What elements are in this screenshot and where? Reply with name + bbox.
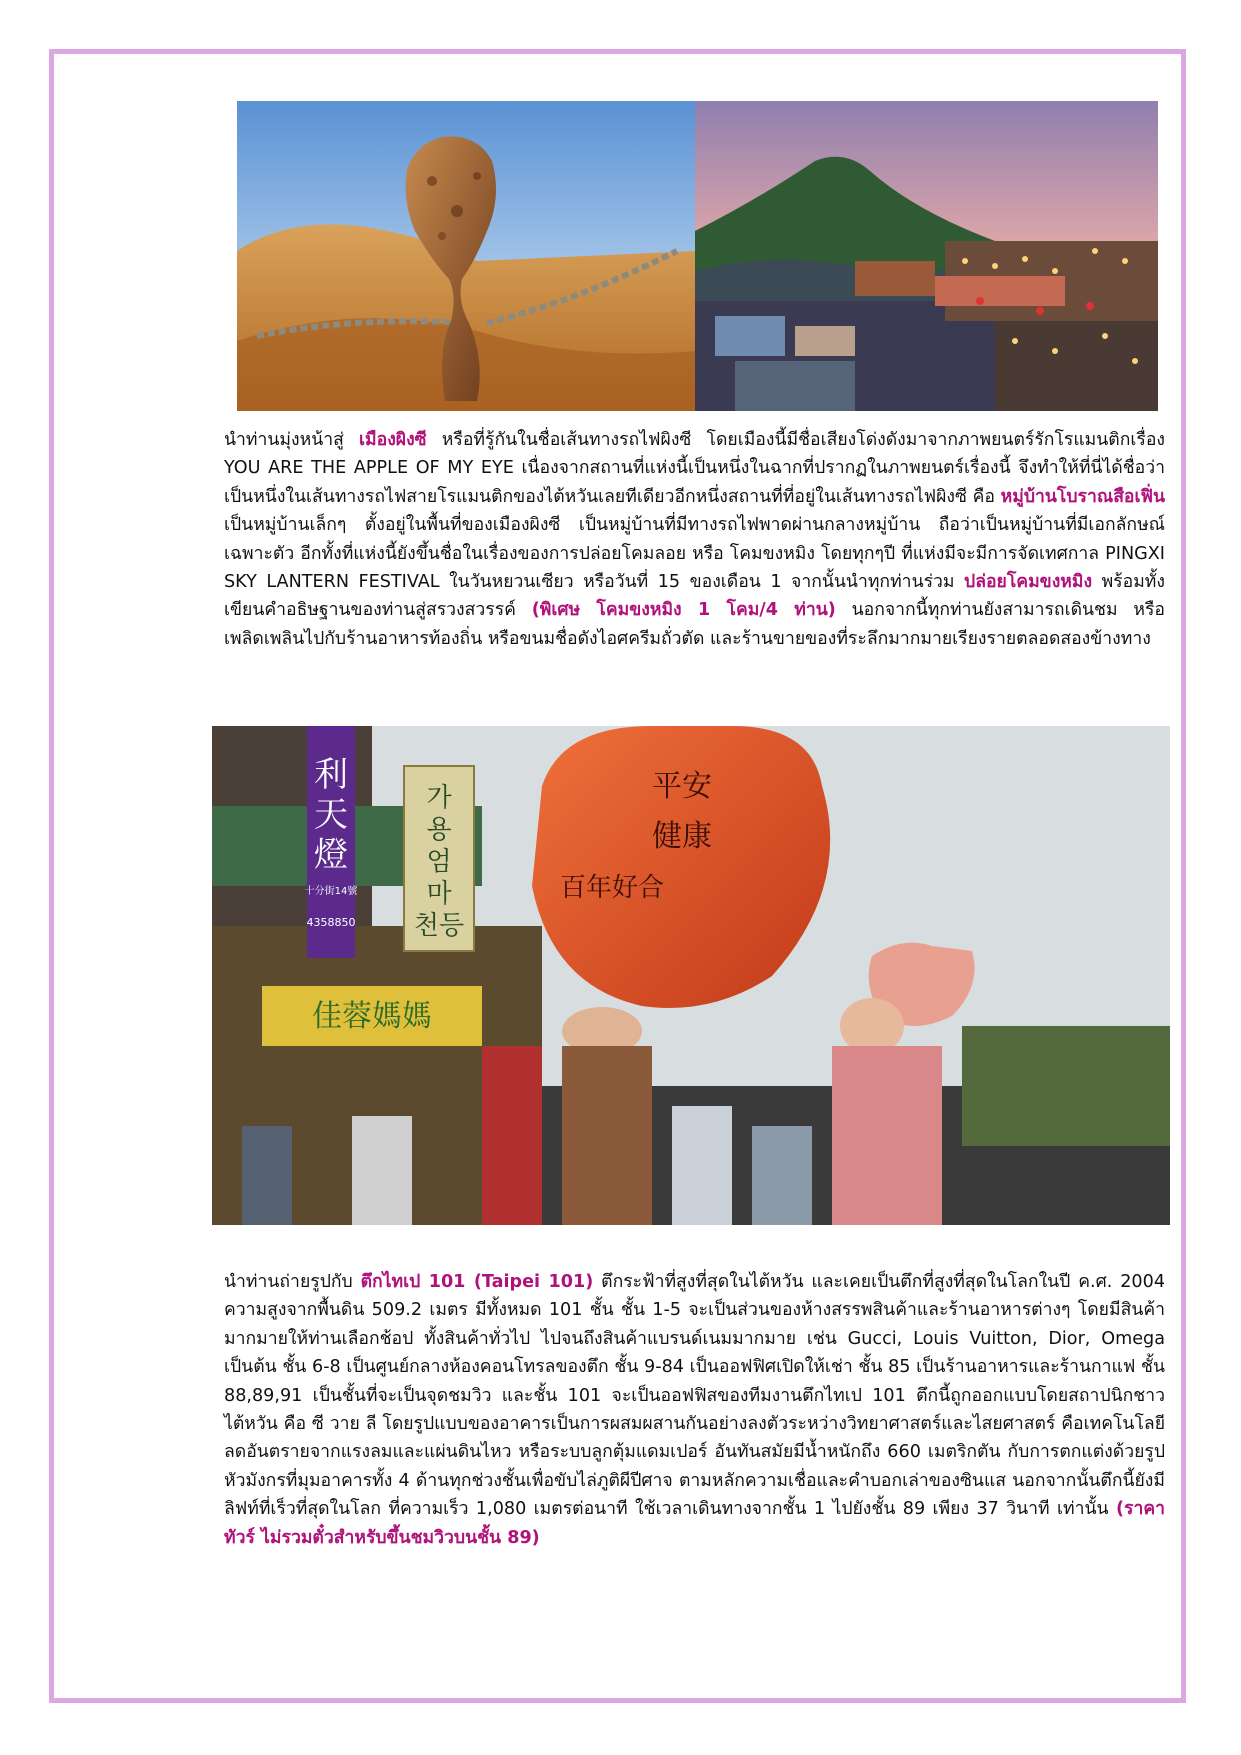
- sign-mid-char-2: 용: [426, 815, 452, 845]
- sign-left-char-1: 利: [314, 755, 348, 795]
- sign-left-char-3: 燈: [314, 835, 348, 875]
- text-run: พร้อมทั้งเขียนคำอธิษฐานของท่านสู่สรวงสวรรค์: [224, 572, 1165, 621]
- highlight-shifen-village: หมู่บ้านโบราณสือเฟิ่น: [1000, 486, 1165, 507]
- highlight-pingxi: เมืองผิงซี: [359, 430, 427, 450]
- highlight-lantern-special: (พิเศษ โคมขงหมิง 1 โคม/4 ท่าน): [531, 600, 836, 621]
- highlight-price-note: (ราคาทัวร์ ไม่รวมตั๋วสำหรับขึ้นชมวิวบนชั้น 89): [224, 1499, 1165, 1548]
- text-run: หรือที่รู้กันในชื่อเส้นทางรถไฟผิงซี โดยเมืองนี้มีชื่อเสียงโด่งดังมาจากภาพยนตร์รักโรแมนติกเรื่อง YOU ARE THE APPLE OF MY EYE เนื่องจากสถานที่แห่งนี้เป็นหนึ่งในฉากที่ปรากฏในภาพยนตร์เรื่องนี้ จึงทำให้ที่นี่ได้ชื่อว่าเป็นหนึ่งในเส้นทางรถไฟสายโรแมนติกของไต้หวันเลยทีเดียวอีกหนึ่งสถานที่ที่อยู่ในเส้นทางรถไฟผิงซี คือ: [224, 430, 1166, 507]
- sign-mid-char-1: 가: [426, 783, 452, 813]
- sign-mid-char-3: 엄: [426, 847, 452, 877]
- highlight-sky-lantern: ปล่อยโคมขงหมิง: [964, 572, 1093, 593]
- sign-left-char-2: 天: [314, 795, 348, 835]
- highlight-taipei-101: ตึกไทเป 101 (Taipei 101): [360, 1272, 594, 1292]
- jiufen-village-photo: [695, 101, 1158, 411]
- text-run: ตึกระฟ้าที่สูงที่สุดในไต้หวัน และเคยเป็นตึกที่สูงที่สุดในโลกในปี ค.ศ. 2004 ความสูงจากพื้นดิน 509.2 เมตร มีทั้งหมด 101 ชั้น ชั้น 1-5 จะเป็นส่วนของห้างสรรพสินค้าและร้านอาหารต่างๆ โดยมีสินค้ามากมายให้ท่านเลือกช้อป ทั้งสินค้าทั่วไป ไปจนถึงสินค้าแบรนด์เนมมากมาย เช่น Gucci, Louis Vuitton, Dior, Omega เป็นต้น ชั้น 6-8 เป็นศูนย์กลางห้องคอนโทรลของตึก ชั้น 9-84 เป็นออฟฟิศเปิดให้เช่า ชั้น 85 เป็นร้านอาหารและร้านกาแฟ ชั้น 88,89,91 เป็นชั้นที่จะเป็นจุดชมวิว และชั้น 101 จะเป็นออฟฟิสของทีมงานตึกไทเป 101 ตึกนี้ถูกออกแบบโดยสถาปนิกชาวไต้หวัน คือ ซี วาย ลี โดยรูปแบบของอาคารเป็นการผสมผสานกันอย่างลงตัวระหว่างวิทยาศาสตร์และไสยศาสตร์ คือเทคโนโลยีลดอันตรายจากแรงลมและแผ่นดินไหว หรือระบบลูกตุ้มแดมเปอร์ อันทันสมัยมีน้ำหนักถึง 660 เมตริกตัน กับการตกแต่งด้วยรูปหัวมังกรที่มุมอาคารทั้ง 4 ด้านทุกช่วงชั้นเพื่อขับไล่ภูติผีปีศาจ ตามหลักความเชื่อและคำบอกเล่าของซินแส นอกจากนั้นตึกนี้ยังมีลิฟท์ที่เร็วที่สุดในโลก ที่ความเร็ว 1,080 เมตรต่อนาที ใช้เวลาเดินทางจากชั้น 1 ไปยังชั้น 89 เพียง 37 วินาที เท่านั้น: [224, 1272, 1166, 1520]
- lantern-writing-3: 百年好合: [559, 873, 665, 903]
- sign-mid-char-4: 마: [426, 879, 452, 909]
- sign-bottom: 佳蓉媽媽: [312, 999, 432, 1034]
- lantern-writing-1: 平安: [652, 769, 712, 804]
- sign-left-address: 十分街14號: [304, 886, 358, 897]
- text-run: นำท่านมุ่งหน้าสู่: [224, 430, 360, 450]
- text-run: นอกจากนี้ทุกท่านยังสามารถเดินชม หรือเพลิดเพลินไปกับร้านอาหารท้องถิ่น หรือขนมชื่อดังไอศครีมถั่วตัด และร้านขายของที่ระลึกมากมายเรียงรายตลอดสองข้างทาง: [224, 600, 1165, 649]
- text-run: เป็นหมู่บ้านเล็กๆ ตั้งอยู่ในพื้นที่ของเมืองผิงซี เป็นหมู่บ้านที่มีทางรถไฟพาดผ่านกลางหมู่บ้าน ถือว่าเป็นหมู่บ้านที่มีเอกลักษณ์เฉพาะตัว อีกทั้งที่แห่งนี้ยังขึ้นชื่อในเรื่องของการปล่อยโคมลอย หรือ โคมขงหมิง โดยทุกๆปี ที่แห่งมีจะมีการจัดเทศกาล PINGXI SKY LANTERN FESTIVAL ในวันหยวนเซียว หรือวันที่ 15 ของเดือน 1 จากนั้นนำทุกท่านร่วม: [224, 515, 1165, 593]
- lantern-writing-2: 健康: [652, 819, 712, 854]
- sign-mid-char-5: 천등: [413, 911, 465, 941]
- pingxi-description: [224, 426, 1165, 653]
- sign-left-phone: 4358850: [306, 916, 356, 929]
- queens-head-rock-photo: [237, 101, 695, 411]
- sky-lantern-photo: [212, 726, 1170, 1225]
- taipei-101-description: [224, 1268, 1165, 1552]
- text-run: นำท่านถ่ายรูปกับ: [224, 1272, 361, 1292]
